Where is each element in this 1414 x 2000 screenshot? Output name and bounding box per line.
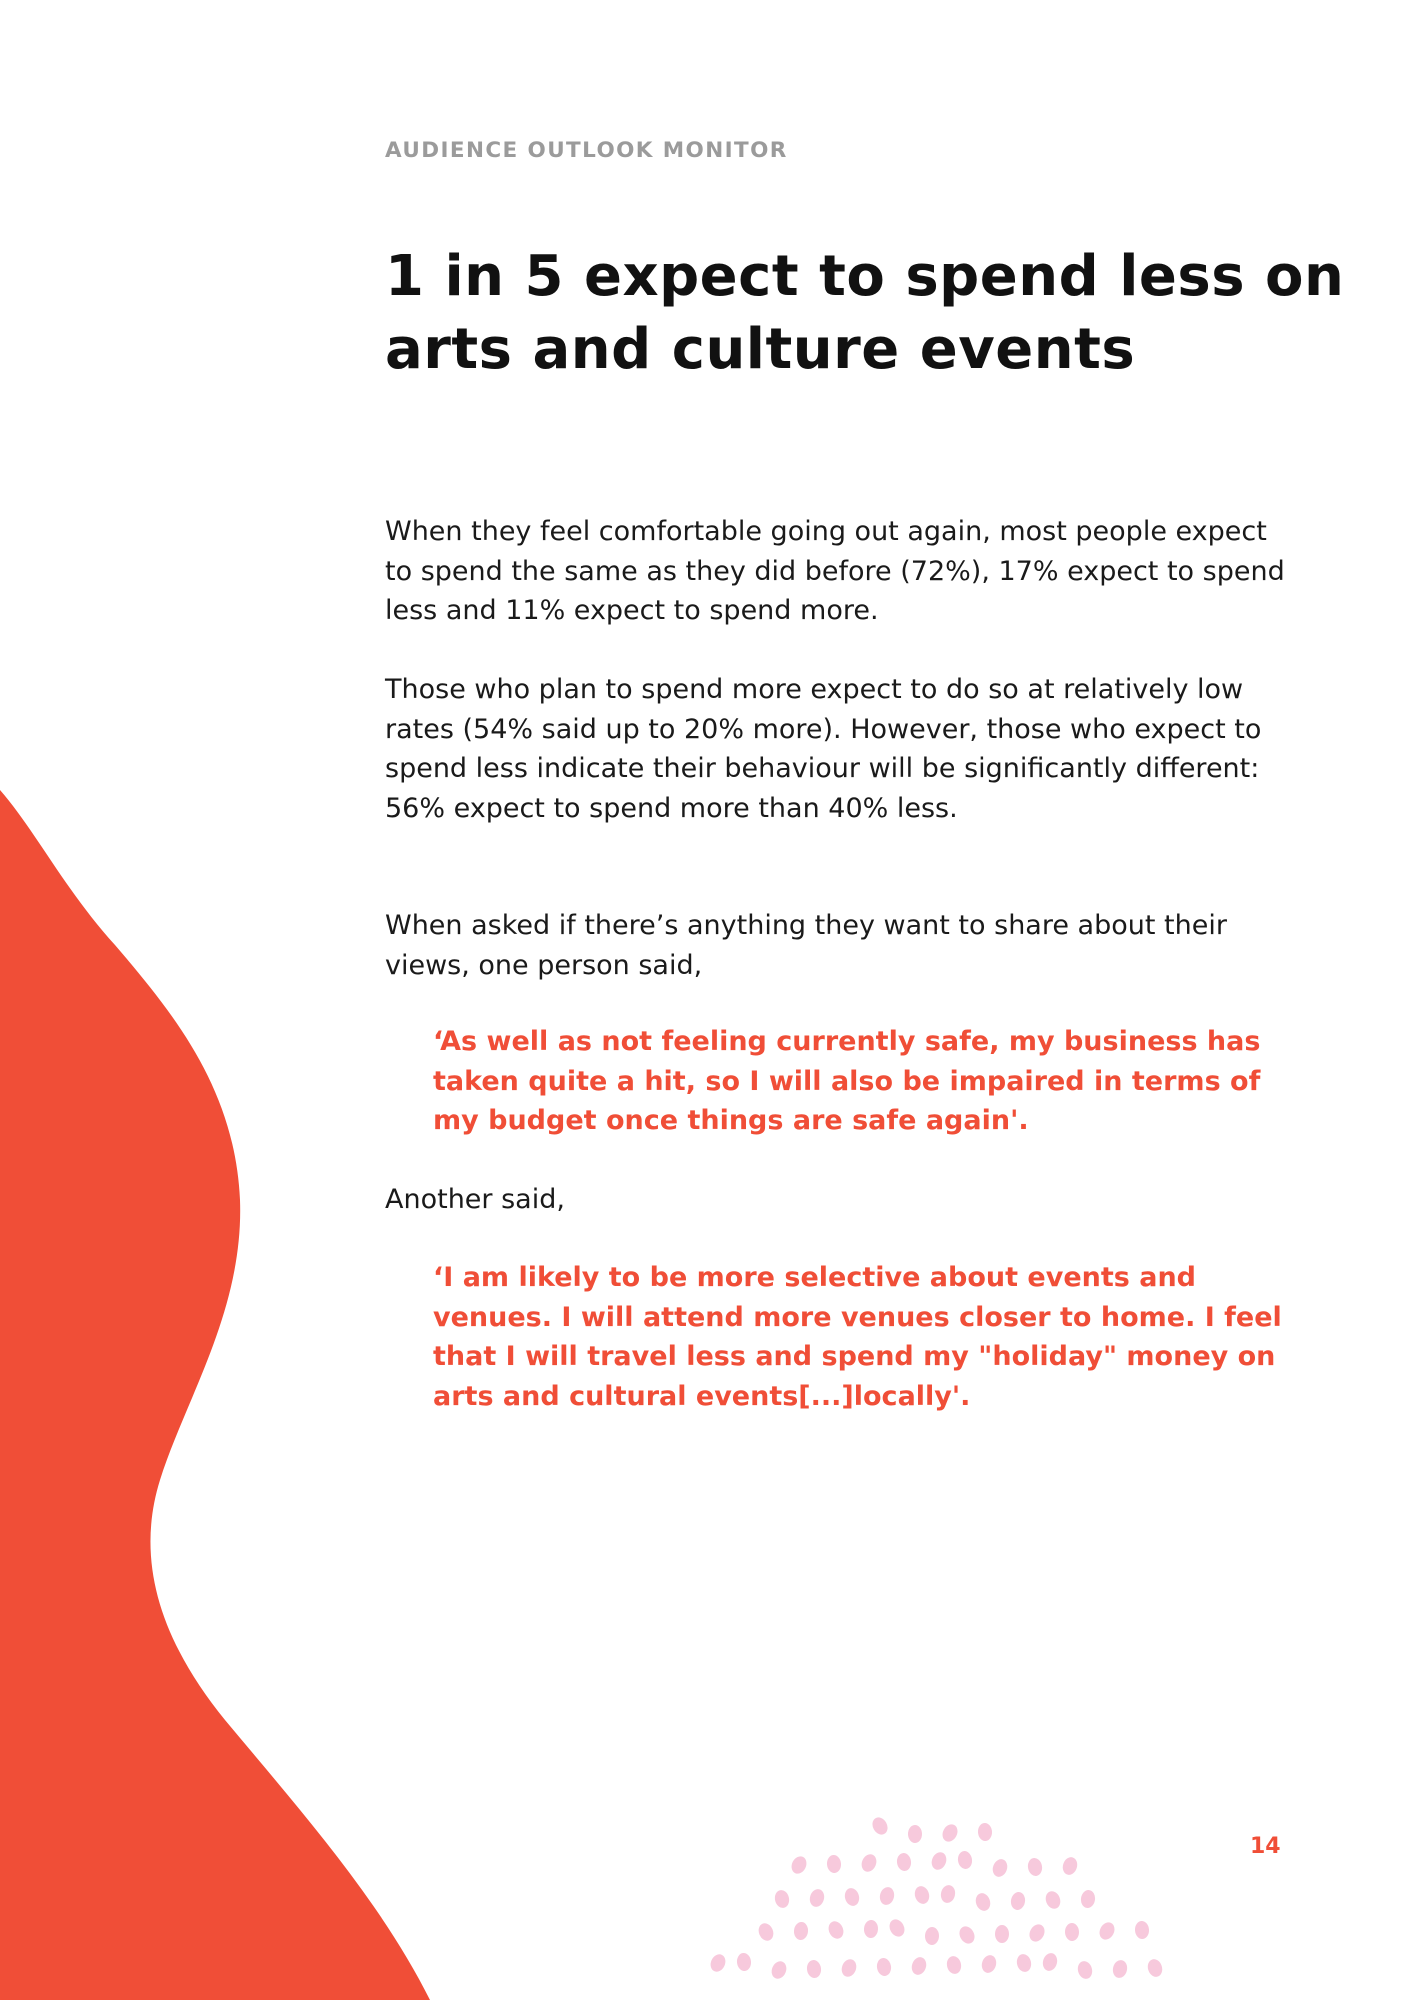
- pink-dot: [929, 1850, 949, 1872]
- pink-dot-pattern: [708, 1815, 1165, 1981]
- pink-dot: [793, 1921, 809, 1940]
- pink-dot: [1015, 1953, 1033, 1974]
- pink-dot: [773, 1889, 791, 1910]
- pink-dot: [869, 1815, 890, 1838]
- pink-dot: [1146, 1957, 1165, 1978]
- pink-dot: [995, 1925, 1009, 1943]
- pink-dot: [839, 1957, 859, 1979]
- pink-dot: [909, 1955, 928, 1977]
- pink-dot: [1076, 1959, 1094, 1980]
- pink-dot: [736, 1952, 752, 1971]
- pink-dot: [876, 1957, 893, 1977]
- quote-selective-events: ‘I am likely to be more selective about events and venues. I will attend more venues closer to home. I feel that I will travel less and spend my "holiday" money on arts and cultural events[...]locally'.: [433, 1262, 1282, 1412]
- pink-dot: [789, 1854, 809, 1876]
- quote-business-hit: ‘As well as not feeling currently safe, my business has taken quite a hit, so I will also be impaired in terms of my budget once things are safe again'.: [433, 1026, 1261, 1136]
- page-number: 14: [1250, 1834, 1281, 1859]
- orange-wave-shape: [0, 790, 430, 2000]
- pink-dot: [708, 1952, 728, 1974]
- pink-dot: [908, 1825, 922, 1843]
- pink-dot: [1027, 1922, 1048, 1945]
- header-label: AUDIENCE OUTLOOK MONITOR: [385, 138, 788, 163]
- pink-dot: [1097, 1920, 1118, 1942]
- pink-dot: [1041, 1951, 1059, 1972]
- pink-dot: [1043, 1889, 1063, 1911]
- pink-dot: [1065, 1923, 1080, 1941]
- pink-dot: [1010, 1891, 1027, 1911]
- pink-dot: [1080, 1889, 1096, 1909]
- pink-dot: [1061, 1855, 1080, 1876]
- pink-dot: [940, 1822, 961, 1844]
- paragraph-share-views: When asked if there’s anything they want to share about their views, one person said,: [385, 910, 1227, 981]
- pink-dot: [859, 1852, 879, 1874]
- pink-dot: [980, 1953, 999, 1974]
- pink-dot: [925, 1927, 940, 1945]
- pink-dot: [756, 1921, 776, 1943]
- pink-dot: [957, 1850, 974, 1870]
- paragraph-another-said: Another said,: [385, 1184, 565, 1215]
- pink-dot: [1134, 1921, 1149, 1940]
- pink-dot: [1026, 1857, 1043, 1877]
- pink-dot: [957, 1924, 978, 1947]
- pink-dot: [826, 1919, 846, 1941]
- pink-dot: [887, 1917, 908, 1939]
- paragraph-spending-overview: When they feel comfortable going out again, most people expect to spend the same as they did before (72%), 17% expect to spend less and 11% expect to spend more.: [385, 516, 1285, 626]
- pink-dot: [806, 1959, 822, 1979]
- pink-dot: [843, 1886, 861, 1907]
- pink-dot: [808, 1887, 826, 1908]
- pink-dot: [1111, 1959, 1129, 1980]
- pink-dot: [863, 1920, 878, 1939]
- pink-dot: [878, 1886, 896, 1907]
- pink-dot: [913, 1884, 932, 1905]
- pink-dot: [990, 1857, 1009, 1879]
- paragraph-spending-rates: Those who plan to spend more expect to do so at relatively low rates (54% said up to 20% more). However, those who expect to spend less indicate their behaviour will be significantly different: 56% expect to spend more than 40% less.: [385, 674, 1262, 824]
- pink-dot: [939, 1884, 956, 1905]
- page-title: 1 in 5 expect to spend less on arts and culture events: [385, 244, 1345, 382]
- pink-dot: [826, 1854, 842, 1873]
- pink-dot: [973, 1891, 992, 1913]
- pink-dot: [978, 1823, 993, 1842]
- pink-dot: [945, 1955, 962, 1976]
- pink-dot: [896, 1852, 912, 1872]
- pink-dot: [769, 1959, 789, 1981]
